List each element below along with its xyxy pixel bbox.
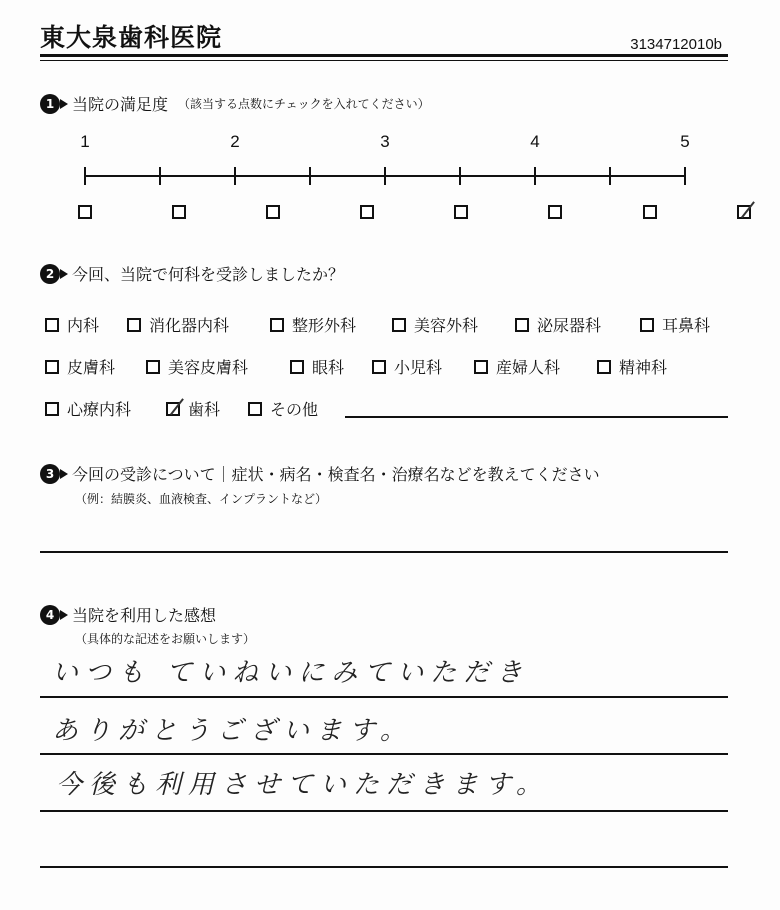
satisfaction-checkbox-1-5[interactable] <box>172 205 186 219</box>
scale-tick <box>84 167 86 185</box>
scale-tick <box>609 167 611 185</box>
option-ent[interactable] <box>640 313 710 336</box>
checkbox[interactable] <box>515 318 529 332</box>
checkbox[interactable] <box>45 402 59 416</box>
scale-label-1: 1 <box>80 132 90 151</box>
checkbox[interactable] <box>597 360 611 374</box>
scale-tick <box>234 167 236 185</box>
scale-label-4: 4 <box>530 132 540 151</box>
handwritten-answer-line-1: いつも ていねいにみていただき <box>52 658 530 688</box>
option-label: 小児科 <box>394 358 443 377</box>
option-label: 消化器内科 <box>149 316 230 335</box>
option-label: 精神科 <box>619 358 668 377</box>
option-label: その他 <box>270 400 319 419</box>
question-2 <box>40 262 344 285</box>
option-gastroenterology[interactable] <box>127 313 229 336</box>
option-obstetrics[interactable] <box>474 355 560 378</box>
answer-3-line[interactable] <box>40 551 728 553</box>
option-label: 耳鼻科 <box>662 316 711 335</box>
option-label: 心療内科 <box>67 400 132 419</box>
scale-tick <box>684 167 686 185</box>
question-number-badge: 2 <box>40 264 60 284</box>
question-number-badge: 4 <box>40 605 60 625</box>
question-1-note: （該当する点数にチェックを入れてください） <box>178 97 430 111</box>
answer-4-line-3[interactable] <box>40 810 728 812</box>
question-4 <box>40 603 216 626</box>
clinic-title: 東大泉歯科医院 <box>40 23 223 52</box>
option-ophthalmology[interactable] <box>290 355 344 378</box>
question-4-text: 当院を利用した感想 <box>72 606 217 625</box>
question-4-note: （具体的な記述をお願いします） <box>75 632 256 646</box>
satisfaction-checkbox-1[interactable] <box>78 205 92 219</box>
answer-4-line-2[interactable] <box>40 753 728 755</box>
checkbox[interactable] <box>127 318 141 332</box>
option-cosmetic-surgery[interactable] <box>392 313 478 336</box>
option-psychiatry[interactable] <box>597 355 667 378</box>
option-other[interactable] <box>248 397 318 420</box>
satisfaction-checkbox-2-5[interactable] <box>360 205 374 219</box>
satisfaction-checkbox-4-5[interactable] <box>737 205 751 219</box>
scale-label-5: 5 <box>680 132 690 151</box>
scale-tick <box>384 167 386 185</box>
option-label: 泌尿器科 <box>537 316 602 335</box>
checkbox[interactable] <box>392 318 406 332</box>
option-psychosomatic[interactable] <box>45 397 131 420</box>
option-cosmetic-dermatology[interactable] <box>146 355 248 378</box>
satisfaction-checkbox-3-5[interactable] <box>548 205 562 219</box>
scale-label-3: 3 <box>380 132 390 151</box>
option-label: 美容皮膚科 <box>168 358 249 377</box>
satisfaction-checkbox-4[interactable] <box>643 205 657 219</box>
document-id: 3134712010b <box>630 36 722 53</box>
scale-tick <box>159 167 161 185</box>
checkbox[interactable] <box>146 360 160 374</box>
option-label: 歯科 <box>188 400 221 419</box>
option-internal-medicine[interactable] <box>45 313 99 336</box>
option-label: 産婦人科 <box>496 358 561 377</box>
handwritten-answer-line-3: 今後も利用させていただきます。 <box>56 770 549 800</box>
checkbox[interactable] <box>270 318 284 332</box>
option-label: 内科 <box>67 316 100 335</box>
question-number-badge: 1 <box>40 94 60 114</box>
question-2-text: 今回、当院で何科を受診しましたか？ <box>72 265 345 284</box>
checkbox[interactable] <box>45 360 59 374</box>
other-write-in-line[interactable] <box>345 416 728 418</box>
header-rule-thick <box>40 54 728 57</box>
option-urology[interactable] <box>515 313 601 336</box>
option-label: 整形外科 <box>292 316 357 335</box>
handwritten-answer-line-2: ありがとうございます。 <box>52 716 413 746</box>
option-pediatrics[interactable] <box>372 355 442 378</box>
option-dermatology[interactable] <box>45 355 115 378</box>
scale-label-2: 2 <box>230 132 240 151</box>
checkbox[interactable] <box>248 402 262 416</box>
satisfaction-checkbox-3[interactable] <box>454 205 468 219</box>
option-label: 美容外科 <box>414 316 479 335</box>
option-label: 眼科 <box>312 358 345 377</box>
checkbox-checked[interactable] <box>166 402 180 416</box>
question-number-badge: 3 <box>40 464 60 484</box>
satisfaction-checkbox-2[interactable] <box>266 205 280 219</box>
question-1-text: 当院の満足度 <box>72 95 169 114</box>
answer-4-line-1[interactable] <box>40 696 728 698</box>
scale-tick <box>534 167 536 185</box>
checkbox[interactable] <box>45 318 59 332</box>
option-orthopedics[interactable] <box>270 313 356 336</box>
question-3 <box>40 462 600 485</box>
scale-tick <box>459 167 461 185</box>
header-rule-thin <box>40 60 728 61</box>
question-3-note: （例：結膜炎、血液検査、インプラントなど） <box>75 492 328 506</box>
question-1 <box>40 92 430 115</box>
option-dentistry[interactable] <box>166 397 220 420</box>
answer-4-line-4[interactable] <box>40 866 728 868</box>
question-3-text: 今回の受診について｜症状・病名・検査名・治療名などを教えてください <box>72 465 600 484</box>
checkbox[interactable] <box>372 360 386 374</box>
scale-tick <box>309 167 311 185</box>
checkbox[interactable] <box>640 318 654 332</box>
checkbox[interactable] <box>290 360 304 374</box>
checkbox[interactable] <box>474 360 488 374</box>
option-label: 皮膚科 <box>67 358 116 377</box>
